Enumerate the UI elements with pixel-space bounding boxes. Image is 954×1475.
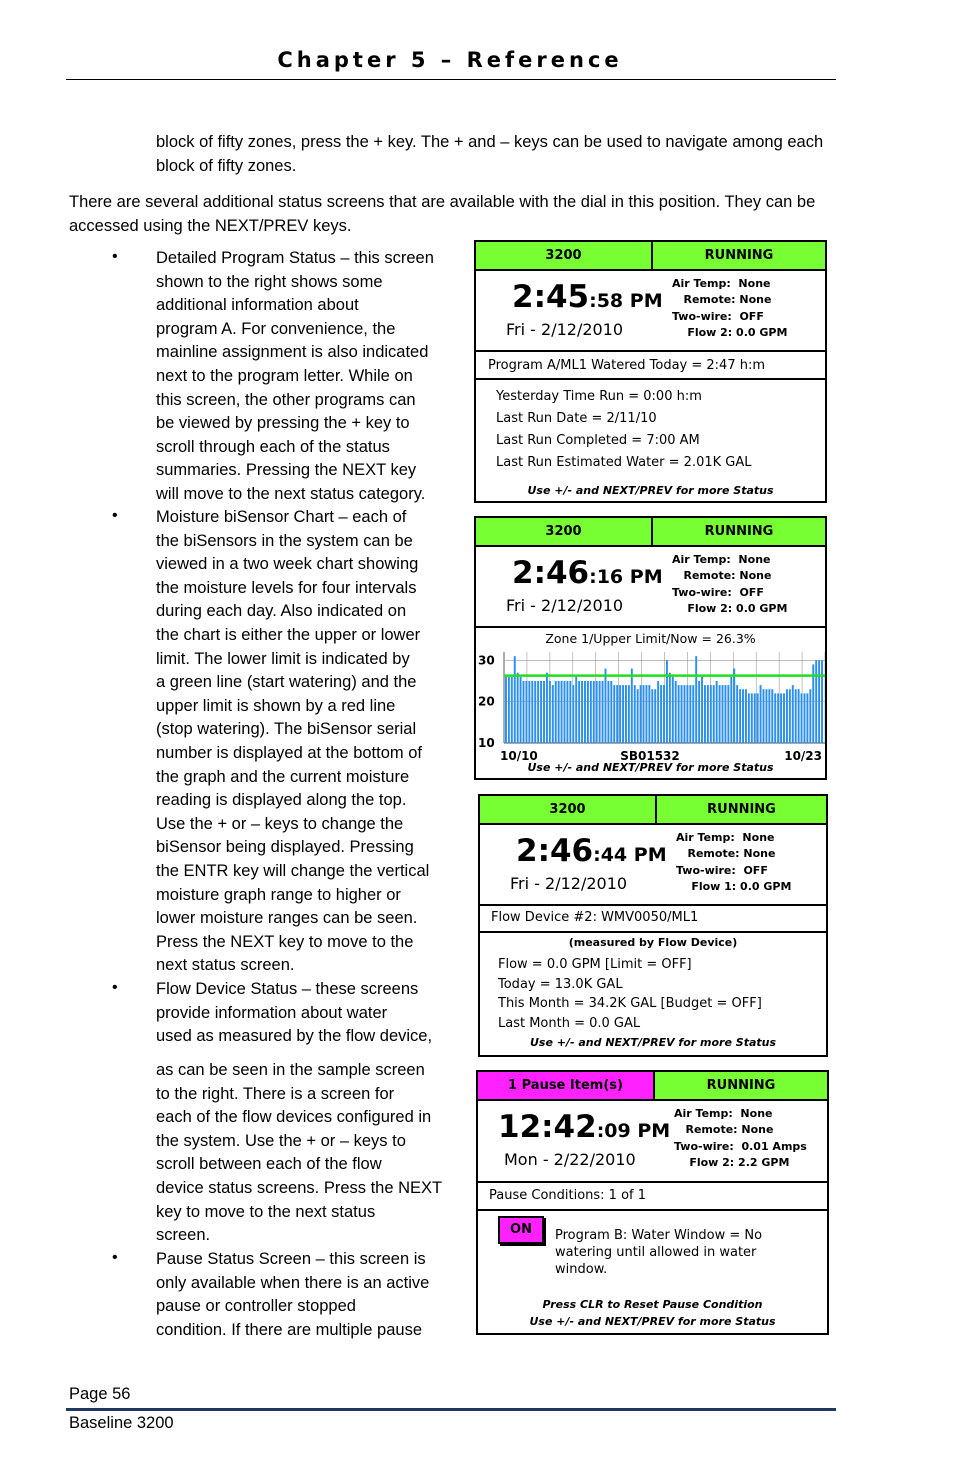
moisture-bar: [801, 693, 803, 743]
moisture-bar: [596, 681, 598, 743]
text-line: shown to the right shows some: [156, 272, 383, 291]
page-header-title: Chapter 5 – Reference: [277, 48, 623, 72]
moisture-bar: [552, 685, 554, 743]
moisture-bar: [523, 681, 525, 743]
moisture-chart-screen: [474, 516, 827, 780]
moisture-bar: [520, 677, 522, 743]
system-status: Air Temp: None Remote: None Two-wire: OFF Flow 1: 0.0 GPM: [676, 831, 792, 893]
text-line: the biSensors in the system can be: [156, 531, 413, 550]
x-start-label: 10/10: [500, 749, 538, 763]
text-line: lower moisture ranges can be seen.: [156, 909, 418, 928]
moisture-bar: [531, 681, 533, 743]
moisture-bar: [783, 693, 785, 743]
moisture-bar: [572, 685, 574, 743]
text-line: this screen, the other programs can: [156, 390, 416, 409]
moisture-bar: [727, 685, 729, 743]
text-line: Use the + or – keys to change the: [156, 814, 404, 833]
text-line: device status screens. Press the NEXT: [156, 1178, 443, 1197]
text-line: moisture graph range to higher or: [156, 885, 401, 904]
intro-paragraph: There are several additional status screens that are available with the dial in this position. They can be accessed using the NEXT/PREV keys.: [69, 193, 816, 235]
moisture-bar: [698, 681, 700, 743]
screen-title-bar: [478, 1072, 827, 1101]
system-status: Air Temp: None Remote: None Two-wire: OFF Flow 2: 0.0 GPM: [672, 277, 788, 339]
chart-title: Zone 1/Upper Limit/Now = 26.3%: [545, 631, 756, 646]
moisture-bar: [640, 685, 642, 743]
pause-status-screen: [476, 1070, 829, 1335]
clock-date: Fri - 2/12/2010: [506, 320, 624, 339]
detail-line: Last Run Date = 2/11/10: [496, 411, 657, 426]
text-line: scroll through each of the status: [156, 437, 390, 456]
program-line: Program A/ML1 Watered Today = 2:47 h:m: [488, 358, 766, 373]
text-line: key to move to the next status: [156, 1202, 376, 1221]
text-line: will move to the next status category.: [156, 484, 426, 503]
moisture-bar: [607, 681, 609, 743]
moisture-bar: [549, 681, 551, 743]
moisture-bar: [546, 673, 548, 743]
moisture-bar: [508, 677, 510, 743]
text-line: a green line (start watering) and the: [156, 673, 417, 692]
moisture-bar: [505, 677, 507, 743]
moisture-bar: [739, 689, 741, 743]
system-status: Air Temp: None Remote: None Two-wire: OFF Flow 2: 0.0 GPM: [672, 553, 788, 615]
moisture-bar: [581, 681, 583, 743]
text-line: viewed in a two week chart showing: [156, 555, 419, 574]
system-status: Air Temp: None Remote: None Two-wire: 0.01 Amps Flow 2: 2.2 GPM: [674, 1107, 807, 1169]
moisture-bar: [528, 681, 530, 743]
moisture-bar: [561, 681, 563, 743]
screen-title-bar: [480, 796, 826, 825]
moisture-bar: [745, 689, 747, 743]
text-line: upper limit is shown by a red line: [156, 696, 396, 715]
bullet-moisture-chart: [156, 506, 456, 978]
moisture-bar: [599, 681, 601, 743]
clock-time: 2:45:58 PM: [512, 279, 663, 315]
moisture-bar: [818, 660, 820, 743]
bullet-program-status: [156, 247, 456, 507]
moisture-bar: [681, 685, 683, 743]
text-line: to the right. There is a screen for: [156, 1084, 395, 1103]
moisture-bar: [757, 693, 759, 743]
moisture-bar: [716, 681, 718, 743]
moisture-bar: [657, 681, 659, 743]
detail-line: Last Run Completed = 7:00 AM: [496, 433, 700, 448]
bullet-flow-device-cont: [156, 1059, 456, 1248]
text-line: Detailed Program Status – this screen: [156, 249, 434, 267]
moisture-bar: [736, 685, 738, 743]
moisture-bar: [777, 693, 779, 743]
flow-detail-line: This Month = 34.2K GAL [Budget = OFF]: [498, 996, 762, 1011]
bullet-marker: •: [112, 248, 118, 265]
moisture-bar: [672, 677, 674, 743]
moisture-bar: [613, 685, 615, 743]
text-line: the system. Use the + or – keys to: [156, 1131, 406, 1150]
text-line: the graph and the current moisture: [156, 767, 410, 786]
pause-message-line: Program B: Water Window = No: [555, 1228, 763, 1243]
clock-date: Fri - 2/12/2010: [506, 596, 624, 615]
moisture-bar: [514, 656, 516, 743]
moisture-bar: [602, 681, 604, 743]
text-line: provide information about water: [156, 1003, 388, 1022]
text-line: (stop watering). The biSensor serial: [156, 720, 417, 739]
text-line: program A. For convenience, the: [156, 319, 396, 338]
moisture-bar: [774, 693, 776, 743]
flow-detail-line: Last Month = 0.0 GAL: [498, 1016, 641, 1031]
text-line: during each day. Also indicated on: [156, 602, 407, 621]
moisture-bar: [768, 689, 770, 743]
measured-note: (measured by Flow Device): [568, 936, 738, 949]
footer-rule: [66, 1408, 836, 1411]
moisture-bar: [722, 685, 724, 743]
text-line: the chart is either the upper or lower: [156, 625, 421, 644]
moisture-bar: [628, 685, 630, 743]
reset-hint: Press CLR to Reset Pause Condition: [542, 1298, 763, 1311]
screen-footer-hint: Use +/- and NEXT/PREV for more Status: [527, 761, 774, 774]
text-line: limit. The lower limit is indicated by: [156, 649, 410, 668]
text-line: biSensor being displayed. Pressing: [156, 838, 414, 857]
clock-time: 12:42:09 PM: [498, 1109, 671, 1145]
text-line: each of the flow devices configured in: [156, 1108, 432, 1127]
screen-title-bar: [476, 242, 825, 271]
moisture-bar: [566, 681, 568, 743]
moisture-bar: [578, 681, 580, 743]
moisture-bar: [540, 681, 542, 743]
run-state-label: RUNNING: [707, 802, 776, 817]
moisture-bar: [701, 677, 703, 743]
model-label: 3200: [480, 796, 657, 823]
text-line: Flow Device Status – these screens: [156, 980, 419, 998]
text-line: next to the program letter. While on: [156, 366, 413, 385]
text-line: the ENTR key will change the vertical: [156, 861, 430, 880]
moisture-bar: [622, 685, 624, 743]
header-rule: [66, 79, 836, 80]
clock-date: Mon - 2/22/2010: [504, 1150, 636, 1169]
moisture-bar: [713, 685, 715, 743]
screen-footer-hint: Use +/- and NEXT/PREV for more Status: [527, 484, 774, 497]
moisture-bar: [625, 685, 627, 743]
moisture-bar: [815, 660, 817, 743]
text-line: used as measured by the flow device,: [156, 1027, 433, 1046]
moisture-bar: [660, 685, 662, 743]
run-state-label: RUNNING: [704, 248, 774, 263]
text-line: additional information about: [156, 296, 359, 315]
sensor-serial-label: SB01532: [620, 749, 680, 763]
moisture-bar: [754, 693, 756, 743]
pause-items-label: 1 Pause Item(s): [478, 1072, 655, 1099]
moisture-bar: [804, 693, 806, 743]
bullet-marker: •: [112, 979, 118, 996]
screen-footer-hint: Use +/- and NEXT/PREV for more Status: [529, 1036, 777, 1049]
moisture-bar: [648, 685, 650, 743]
flow-detail-line: Today = 13.0K GAL: [498, 977, 623, 992]
bullet-marker: •: [112, 507, 118, 524]
text-line: next status screen.: [156, 956, 295, 975]
moisture-bar: [695, 656, 697, 743]
moisture-bar: [610, 681, 612, 743]
moisture-bar: [575, 677, 577, 743]
detail-line: Yesterday Time Run = 0:00 h:m: [496, 389, 702, 404]
moisture-bar: [569, 681, 571, 743]
moisture-bar: [651, 689, 653, 743]
moisture-bar: [780, 693, 782, 743]
text-line: summaries. Pressing the NEXT key: [156, 461, 417, 480]
moisture-bar: [645, 685, 647, 743]
moisture-bar: [806, 693, 808, 743]
text-line: pause or controller stopped: [156, 1297, 356, 1316]
moisture-bar: [789, 689, 791, 743]
moisture-bar: [637, 689, 639, 743]
footer-page-number: Page 56: [69, 1385, 131, 1403]
run-state-label: RUNNING: [655, 1072, 827, 1099]
bullet-marker: •: [112, 1249, 118, 1266]
moisture-bar: [564, 681, 566, 743]
moisture-bar: [584, 681, 586, 743]
model-label: 3200: [476, 242, 653, 269]
x-end-label: 10/23: [784, 749, 822, 763]
moisture-bar: [663, 685, 665, 743]
text-line: mainline assignment is also indicated: [156, 343, 429, 362]
moisture-bar: [751, 693, 753, 743]
moisture-bar: [730, 677, 732, 743]
text-line: Press the NEXT key to move to the: [156, 932, 414, 951]
moisture-bar: [555, 681, 557, 743]
moisture-bar: [654, 689, 656, 743]
text-line: the moisture levels for four intervals: [156, 578, 417, 597]
screen-title-bar: [476, 518, 825, 547]
moisture-bar: [692, 685, 694, 743]
moisture-bar: [543, 681, 545, 743]
pause-on-badge: ON: [498, 1216, 544, 1244]
moisture-bar: [763, 689, 765, 743]
text-line: as can be seen in the sample screen: [156, 1061, 425, 1079]
moisture-bar: [733, 669, 735, 743]
moisture-bar: [669, 673, 671, 743]
moisture-bar: [631, 669, 633, 743]
moisture-bar: [593, 681, 595, 743]
text-line: scroll between each of the flow: [156, 1155, 382, 1174]
moisture-bar: [742, 689, 744, 743]
run-state-label: RUNNING: [704, 524, 774, 539]
moisture-bar: [511, 677, 513, 743]
program-status-screen: [474, 240, 827, 503]
model-label: 3200: [476, 518, 653, 545]
clock-time: 2:46:44 PM: [516, 833, 667, 869]
text-line: Pause Status Screen – this screen is: [156, 1250, 426, 1268]
moisture-bar: [710, 685, 712, 743]
moisture-bar: [619, 685, 621, 743]
detail-line: Last Run Estimated Water = 2.01K GAL: [496, 455, 752, 470]
moisture-bar: [795, 689, 797, 743]
flow-device-screen: [478, 794, 828, 1057]
clock-date: Fri - 2/12/2010: [510, 874, 628, 893]
moisture-bar: [590, 681, 592, 743]
flow-device-line: Flow Device #2: WMV0050/ML1: [491, 910, 699, 925]
moisture-bar: [643, 685, 645, 743]
moisture-bar: [689, 685, 691, 743]
moisture-bar: [704, 685, 706, 743]
moisture-bar: [678, 685, 680, 743]
text-line: reading is displayed along the top.: [156, 791, 407, 810]
moisture-bar: [675, 681, 677, 743]
moisture-bar: [534, 681, 536, 743]
flow-detail-line: Flow = 0.0 GPM [Limit = OFF]: [498, 957, 692, 972]
moisture-bar: [537, 681, 539, 743]
y-tick-label: 30: [478, 653, 495, 668]
screen-footer-hint: Use +/- and NEXT/PREV for more Status: [529, 1315, 776, 1328]
moisture-bar: [525, 681, 527, 743]
text-line: only available when there is an active: [156, 1273, 430, 1292]
text-line: screen.: [156, 1226, 211, 1245]
moisture-bar: [605, 669, 607, 743]
bullet-pause-status: [156, 1248, 456, 1342]
text-line: condition. If there are multiple pause: [156, 1320, 422, 1339]
moisture-bar-chart: [476, 648, 825, 778]
moisture-bar: [666, 660, 668, 743]
moisture-bar: [707, 685, 709, 743]
continuation-paragraph: block of fifty zones, press the + key. The + and – keys can be used to navigate among each block of fifty zones.: [156, 133, 824, 175]
moisture-bar: [634, 685, 636, 743]
moisture-bar: [771, 689, 773, 743]
moisture-bar: [760, 685, 762, 743]
y-tick-label: 20: [478, 694, 495, 709]
pause-conditions-line: Pause Conditions: 1 of 1: [489, 1188, 647, 1203]
moisture-bar: [587, 681, 589, 743]
moisture-bar: [719, 685, 721, 743]
text-line: be viewed by pressing the + key to: [156, 414, 410, 433]
moisture-bar: [809, 689, 811, 743]
moisture-bar: [686, 685, 688, 743]
bullet-flow-device: [156, 978, 456, 1049]
moisture-bar: [684, 685, 686, 743]
moisture-bar: [792, 685, 794, 743]
moisture-bar: [786, 689, 788, 743]
moisture-bar: [798, 689, 800, 743]
moisture-bar: [821, 660, 823, 743]
moisture-bar: [616, 685, 618, 743]
moisture-bar: [724, 685, 726, 743]
moisture-bar: [748, 693, 750, 743]
pause-message-line: watering until allowed in water: [555, 1245, 757, 1260]
pause-message-line: window.: [555, 1262, 608, 1277]
moisture-bar: [765, 689, 767, 743]
moisture-bar: [558, 681, 560, 743]
text-line: number is displayed at the bottom of: [156, 743, 422, 762]
clock-time: 2:46:16 PM: [512, 555, 663, 591]
footer-product: Baseline 3200: [69, 1414, 174, 1432]
text-line: Moisture biSensor Chart – each of: [156, 508, 407, 526]
y-tick-label: 10: [478, 736, 495, 750]
moisture-bar: [517, 673, 519, 743]
